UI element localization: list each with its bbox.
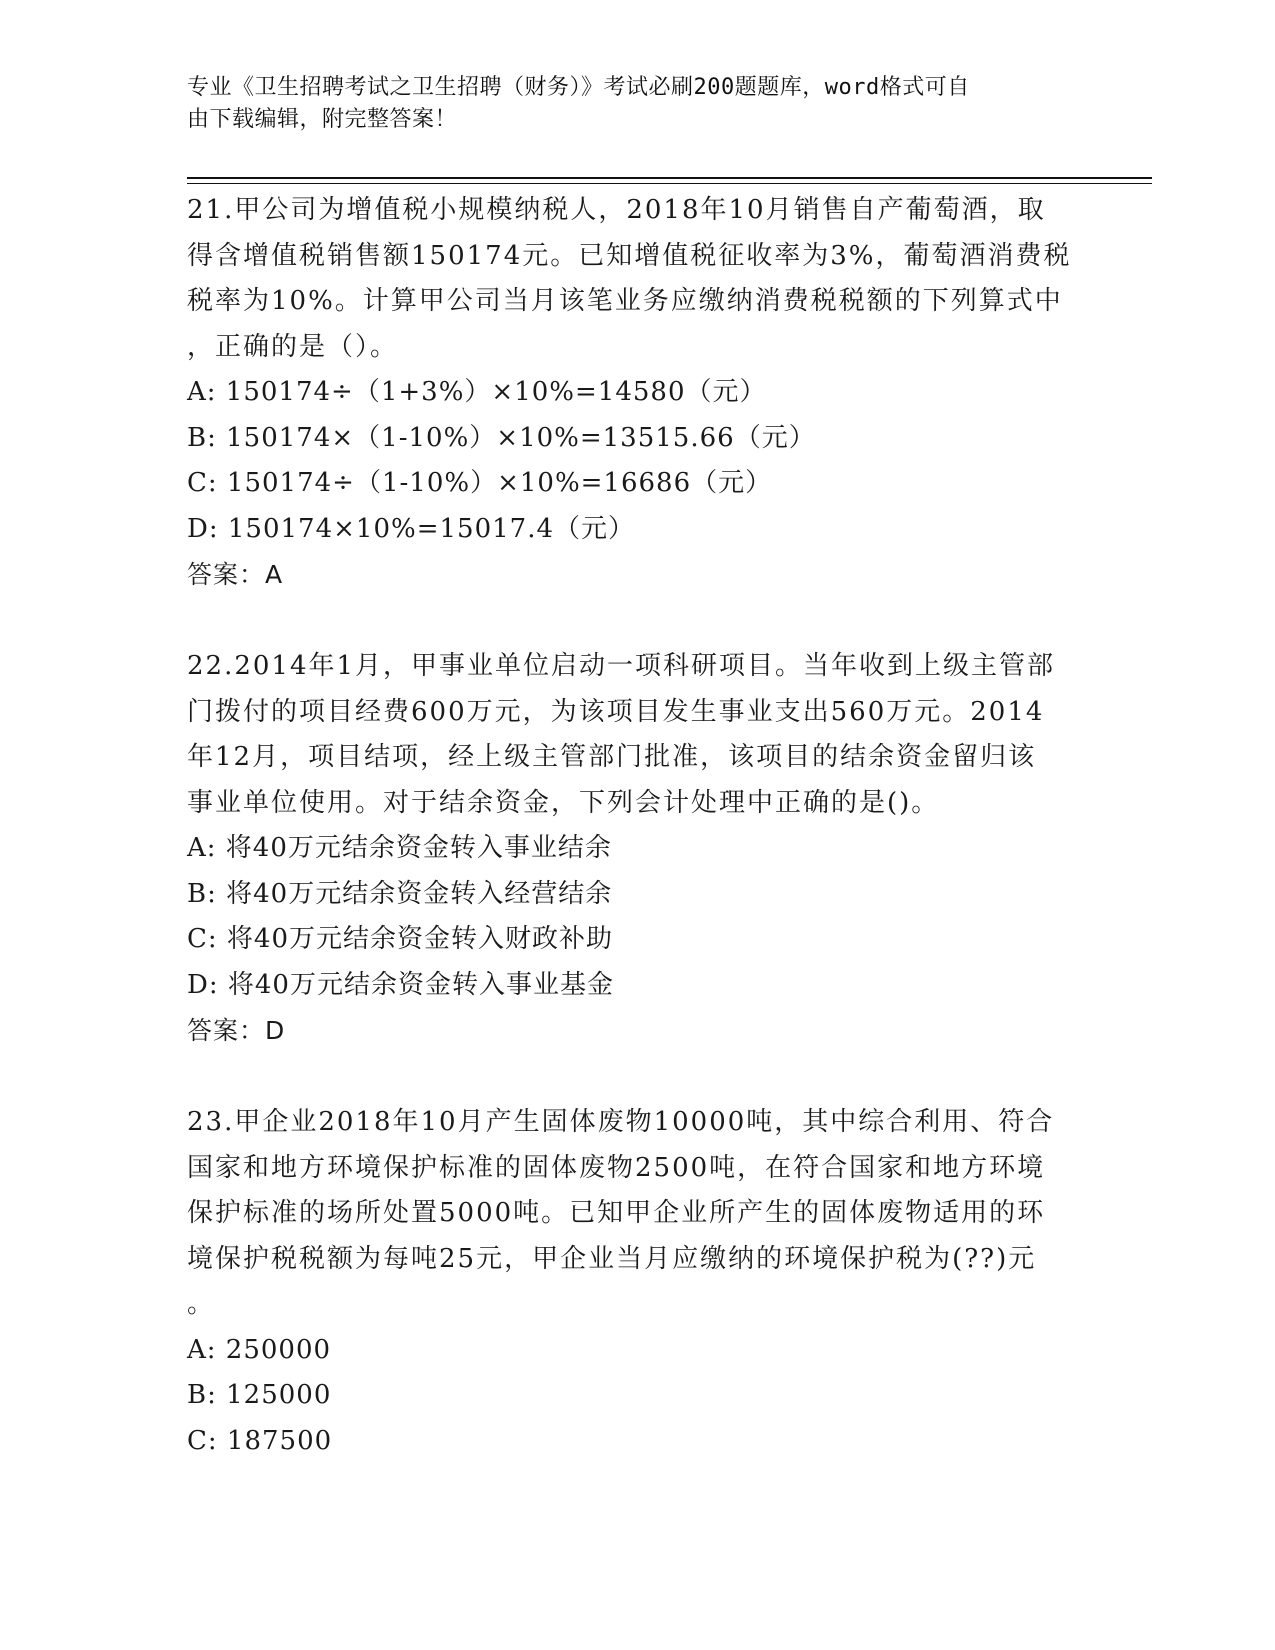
question-text-line: 21.甲公司为增值税小规模纳税人，2018年10月销售自产葡萄酒，取 xyxy=(187,195,1046,225)
option-b: B: 150174×（1-10%）×10%=13515.66（元） xyxy=(187,422,816,453)
option-c: C: 将40万元结余资金转入财政补助 xyxy=(187,924,614,954)
question-text-line: 。 xyxy=(187,1289,216,1319)
question-text-line: 国家和地方环境保护标准的固体废物2500吨，在符合国家和地方环境 xyxy=(187,1152,1046,1183)
option-b: B: 将40万元结余资金转入经营结余 xyxy=(187,878,613,909)
question-text-line: 境保护税税额为每吨25元，甲企业当月应缴纳的环境保护税为(??)元 xyxy=(187,1243,1037,1274)
question-text-line: ，正确的是（）。 xyxy=(187,331,399,362)
question-text-line: 事业单位使用。对于结余资金，下列会计处理中正确的是()。 xyxy=(187,787,940,818)
question-text-line: 22.2014年1月，甲事业单位启动一项科研项目。当年收到上级主管部 xyxy=(187,651,1056,681)
header-divider-thin xyxy=(187,183,1152,184)
option-d: D: 将40万元结余资金转入事业基金 xyxy=(187,969,614,1000)
answer-label: 答案：A xyxy=(187,560,284,589)
question-text-line: 得含增值税销售额150174元。已知增值税征收率为3%，葡萄酒消费税 xyxy=(187,240,1072,271)
header-line-1: 专业《卫生招聘考试之卫生招聘（财务）》考试必刷200题题库，word格式可自 xyxy=(187,75,970,100)
question-23 xyxy=(187,1100,1107,1464)
question-text-line: 保护标准的场所处置5000吨。已知甲企业所产生的固体废物适用的环 xyxy=(187,1198,1046,1228)
option-b: B: 125000 xyxy=(187,1380,332,1410)
header-line-2: 由下载编辑，附完整答案！ xyxy=(187,107,458,132)
question-text-line: 税率为10%。计算甲公司当月该笔业务应缴纳消费税税额的下列算式中 xyxy=(187,286,1063,316)
header-divider-thick xyxy=(187,177,1152,179)
question-text-line: 年12月，项目结项，经上级主管部门批准，该项目的结余资金留归该 xyxy=(187,742,1037,772)
option-c: C: 187500 xyxy=(187,1425,333,1456)
question-text-line: 门拨付的项目经费600万元，为该项目发生事业支出560万元。2014 xyxy=(187,696,1045,727)
option-a: A: 将40万元结余资金转入事业结余 xyxy=(187,833,612,863)
question-text-line: 23.甲企业2018年10月产生固体废物10000吨，其中综合利用、符合 xyxy=(187,1107,1055,1137)
option-d: D: 150174×10%=15017.4（元） xyxy=(187,513,635,544)
answer-label: 答案：D xyxy=(187,1016,286,1045)
option-c: C: 150174÷（1-10%）×10%=16686（元） xyxy=(187,468,773,498)
document-header xyxy=(187,72,1067,136)
question-21 xyxy=(187,188,1107,598)
option-a: A: 150174÷（1+3%）×10%=14580（元） xyxy=(187,377,767,407)
option-a: A: 250000 xyxy=(187,1334,332,1365)
question-22 xyxy=(187,644,1107,1054)
